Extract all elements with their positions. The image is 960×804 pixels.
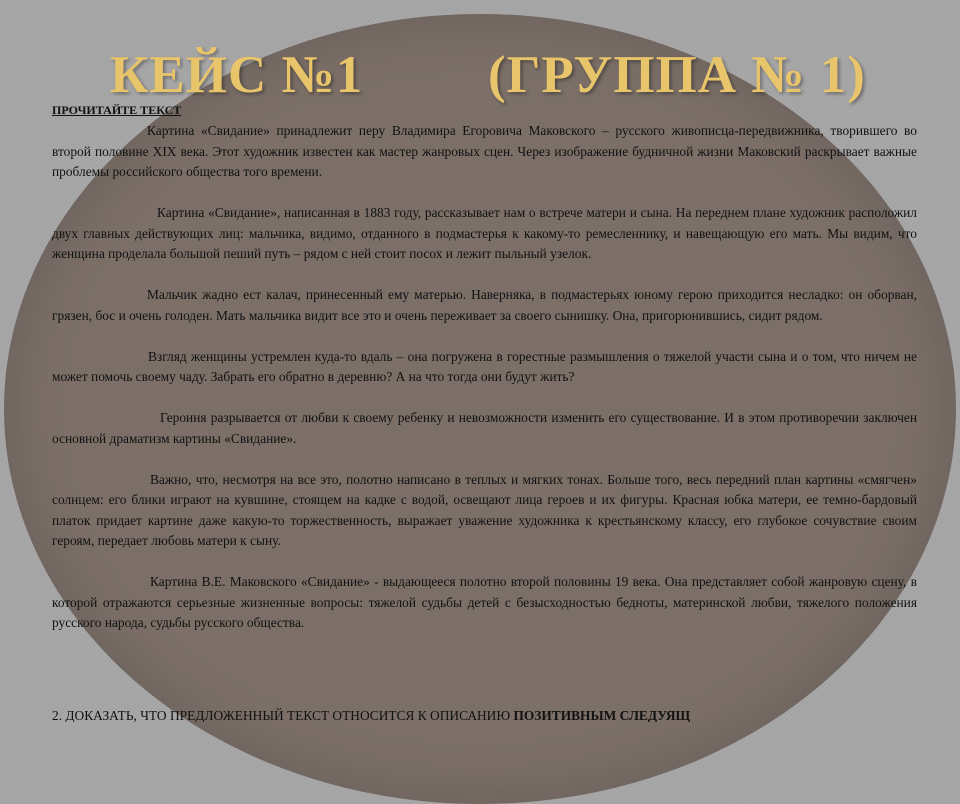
paragraph-6: Важно, что, несмотря на все это, полотно написано в теплых и мягких тонах. Больше того, весь передний план картины «смягчен» солнцем: его блики играют на кувшине, стоящем на кадке с водой, освещают лица героев и их фигуры. Красная юбка матери, ее темно-бардовый платок придает картине даже какую-то торжественность, выражает уважение художника к крестьянскому классу, его глубокое сочувствие своим героям, передает любовь матери к сыну. [52,471,917,548]
title-case-number: КЕЙС №1 [110,46,364,104]
paragraph-7: Картина В.Е. Маковского «Свидание» - выдающееся полотно второй половины 19 века. Она представляет собой жанровую сцену, в которой отражаются серьезные жизненные вопросы: тяжелой судьбы детей с безысходностью бедноты, материнской любви, тяжелого положения русского народа, судьбы русского общества. [52,574,917,630]
paragraph-2: Картина «Свидание», написанная в 1883 году, рассказывает нам о встрече матери и сына. На переднем плане художник расположил двух главных действующих лиц: мальчика, видимо, отданного в подмастерья к какому-то ремесленнику, и навещающую его мать. Мы видим, что женщина проделала большой пеший путь – рядом с ней стоит посох и лежит пыльный узелок. [52,205,917,261]
paragraph-3: Мальчик жадно ест калач, принесенный ему матерью. Наверняка, в подмастерьях юному герою приходится несладко: он оборван, грязен, бос и очень голоден. Мать мальчика видит все это и очень переживает за своего сынишку. Она, пригорюнившись, сидит рядом. [52,287,917,323]
text-content [52,100,917,654]
title-group-number: (ГРУППА № 1) [488,46,866,104]
footer-text: 2. ДОКАЗАТЬ, ЧТО ПРЕДЛОЖЕННЫЙ ТЕКСТ ОТНОСИТСЯ К ОПИСАНИЮ [52,708,511,722]
section-heading: ПРОЧИТАЙТЕ ТЕКСТ [52,103,182,117]
paragraph-5: Героиня разрывается от любви к своему ребенку и невозможности изменить его существование. И в этом противоречии заключен основной драматизм картины «Свидание». [52,410,917,446]
footer-bold-text: ПОЗИТИВНЫМ СЛЕДУЯЩ [513,708,691,722]
paragraph-1: Картина «Свидание» принадлежит перу Владимира Егоровича Маковского – русского живописца-передвижника, творившего во второй половине XIX века. Этот художник известен как мастер жанровых сцен. Через изображение будничной жизни Маковский раскрывает важные проблемы российского общества того времени. [52,123,917,179]
paragraph-4: Взгляд женщины устремлен куда-то вдаль – она погружена в горестные размышления о тяжелой участи сына и о том, что ничем не может помочь своему чаду. Забрать его обратно в деревню? А на что тогда они будут жить? [52,348,917,384]
